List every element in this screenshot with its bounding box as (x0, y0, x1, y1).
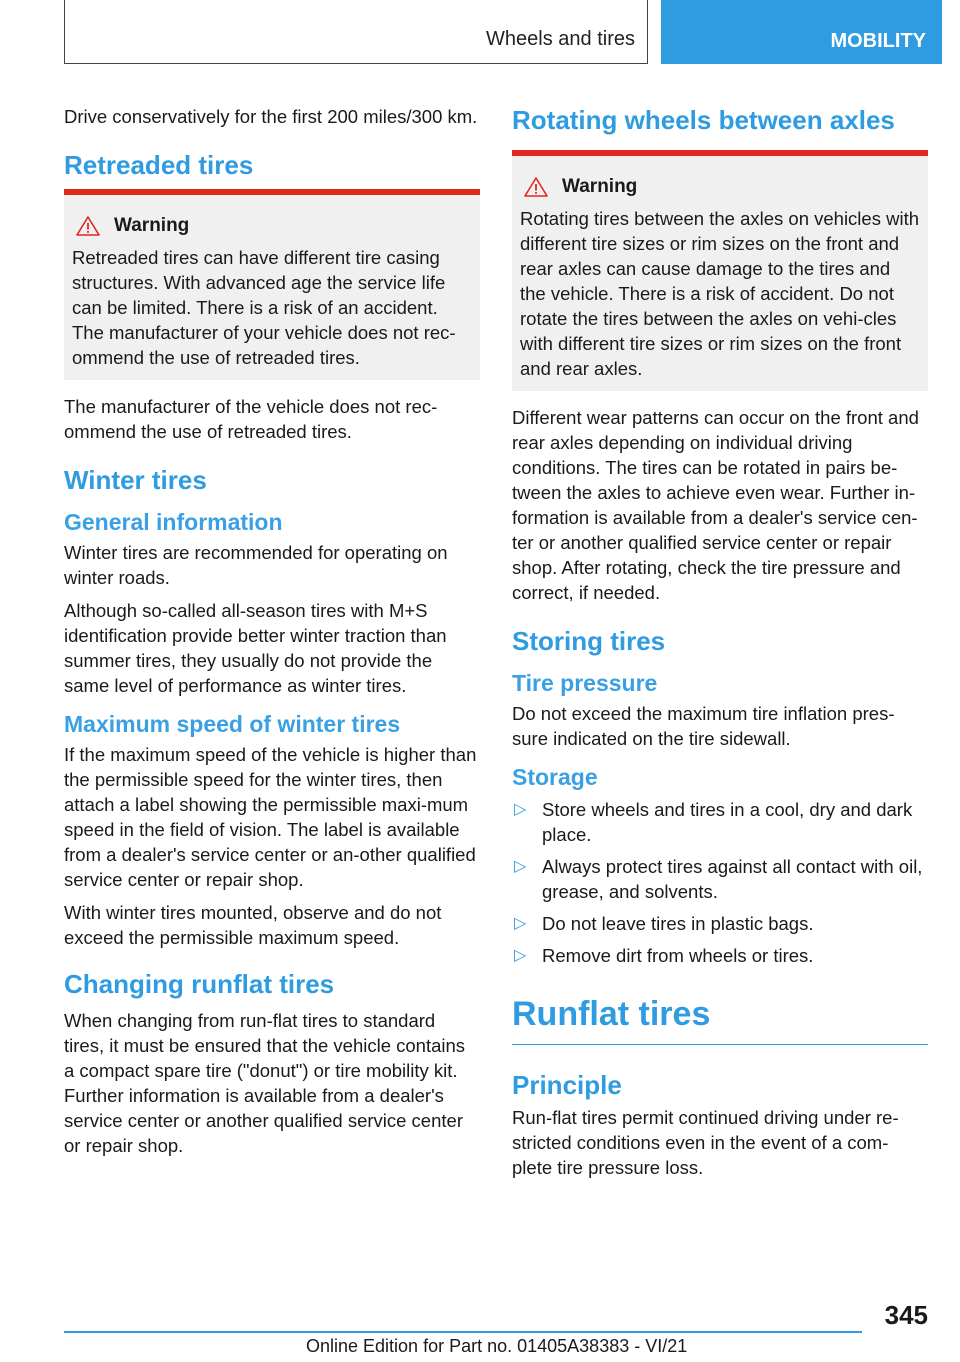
max-speed-text-1: If the maximum speed of the vehicle is higher than the permissible speed for the winter tires, then attach a label showing the permissible maxi-mum speed in the field of vision. The label is available from a dealer's service center or an-other qualified service center or repair shop. (64, 744, 477, 890)
retreaded-warning-body: Retreaded tires can have different tire casing structures. With advanced age the service life can be limited. There is a risk of an accident. The manufacturer of your vehicle does not rec-ommend the use of retreaded tires. (72, 247, 456, 368)
changing-runflat-heading: Changing runflat tires (64, 969, 335, 999)
footer-edition: Online Edition for Part no. 01405A38383 - VI/21 (306, 1336, 688, 1356)
rotating-warning-box (512, 150, 928, 391)
header-section-title: Wheels and tires (486, 28, 635, 50)
retreaded-warning-label: Warning (114, 215, 190, 236)
general-info-text-1: Winter tires are recommended for operating on winter roads. (64, 542, 448, 588)
retreaded-warning-box (64, 189, 480, 380)
tire-pressure-heading: Tire pressure (512, 670, 658, 696)
rotating-warning-title (520, 176, 920, 198)
bullet-triangle-icon: ▷ (514, 801, 527, 818)
retreaded-heading: Retreaded tires (64, 150, 254, 180)
list-item: ▷ Store wheels and tires in a cool, dry and dark place. (514, 799, 913, 845)
header-chapter-tab[interactable] (661, 0, 942, 64)
left-column (64, 104, 480, 1166)
bullet-triangle-icon: ▷ (514, 915, 527, 932)
footer-divider (64, 1331, 862, 1333)
rotating-heading: Rotating wheels between axles (512, 105, 895, 135)
list-item: ▷ Do not leave tires in plastic bags. (514, 913, 814, 934)
max-speed-text-2: With winter tires mounted, observe and do not exceed the permissible maximum speed. (64, 902, 442, 948)
right-column (512, 104, 928, 1188)
storage-heading: Storage (512, 764, 598, 790)
tire-pressure-text: Do not exceed the maximum tire inflation pres-sure indicated on the tire sidewall. (512, 703, 895, 749)
header-section-box (64, 0, 648, 64)
warning-triangle-icon (524, 177, 548, 197)
general-info-text-2: Although so-called all-season tires with M+S identification provide better winter traction than summer tires, they usually do not provide the same level of performance as winter tires. (64, 600, 447, 696)
principle-heading: Principle (512, 1070, 622, 1100)
rotating-text: Different wear patterns can occur on the front and rear axles depending on individual driving conditions. The tires can be rotated in pairs be-tween the axles to achieve even wear. Further in-formation is available from a dealer's service cen-ter or another qualified service center or repair shop. After rotating, check the tire pressure and correct, if needed. (512, 407, 919, 603)
retreaded-warning-title (72, 215, 472, 237)
list-item: ▷ Always protect tires against all contact with oil, grease, and solvents. (514, 856, 923, 902)
changing-runflat-text: When changing from run-flat tires to standard tires, it must be ensured that the vehicle contains a compact spare tire ("donut") or tire mobility kit. Further information is available from a dealer's service center or another qualified service center or repair shop. (64, 1010, 466, 1156)
principle-text: Run-flat tires permit continued driving under re-stricted conditions even in the event of a com-plete tire pressure loss. (512, 1107, 899, 1178)
page-number: 345 (884, 1300, 928, 1330)
general-info-heading: General information (64, 509, 283, 535)
intro-text: Drive conservatively for the first 200 miles/300 km. (64, 106, 478, 127)
storage-list (512, 797, 928, 968)
list-item: ▷ Remove dirt from wheels or tires. (514, 945, 814, 966)
storing-heading: Storing tires (512, 626, 666, 656)
max-speed-heading: Maximum speed of winter tires (64, 711, 401, 737)
warning-triangle-icon (76, 216, 100, 236)
retreaded-text: The manufacturer of the vehicle does not rec-ommend the use of retreaded tires. (64, 396, 438, 442)
bullet-triangle-icon: ▷ (514, 858, 527, 875)
header-chapter-label: MOBILITY (830, 30, 926, 52)
rotating-warning-body: Rotating tires between the axles on vehicles with different tire sizes or rim sizes on the front and rear axles can cause damage to the tires and the vehicle. There is a risk of accident. Do not rotate the tires between the axles on vehi-cles with different tire sizes or rim sizes on the front and rear axles. (520, 208, 919, 379)
winter-heading: Winter tires (64, 465, 207, 495)
rotating-warning-label: Warning (562, 176, 638, 197)
runflat-heading: Runflat tires (512, 994, 928, 1045)
bullet-triangle-icon: ▷ (514, 947, 527, 964)
